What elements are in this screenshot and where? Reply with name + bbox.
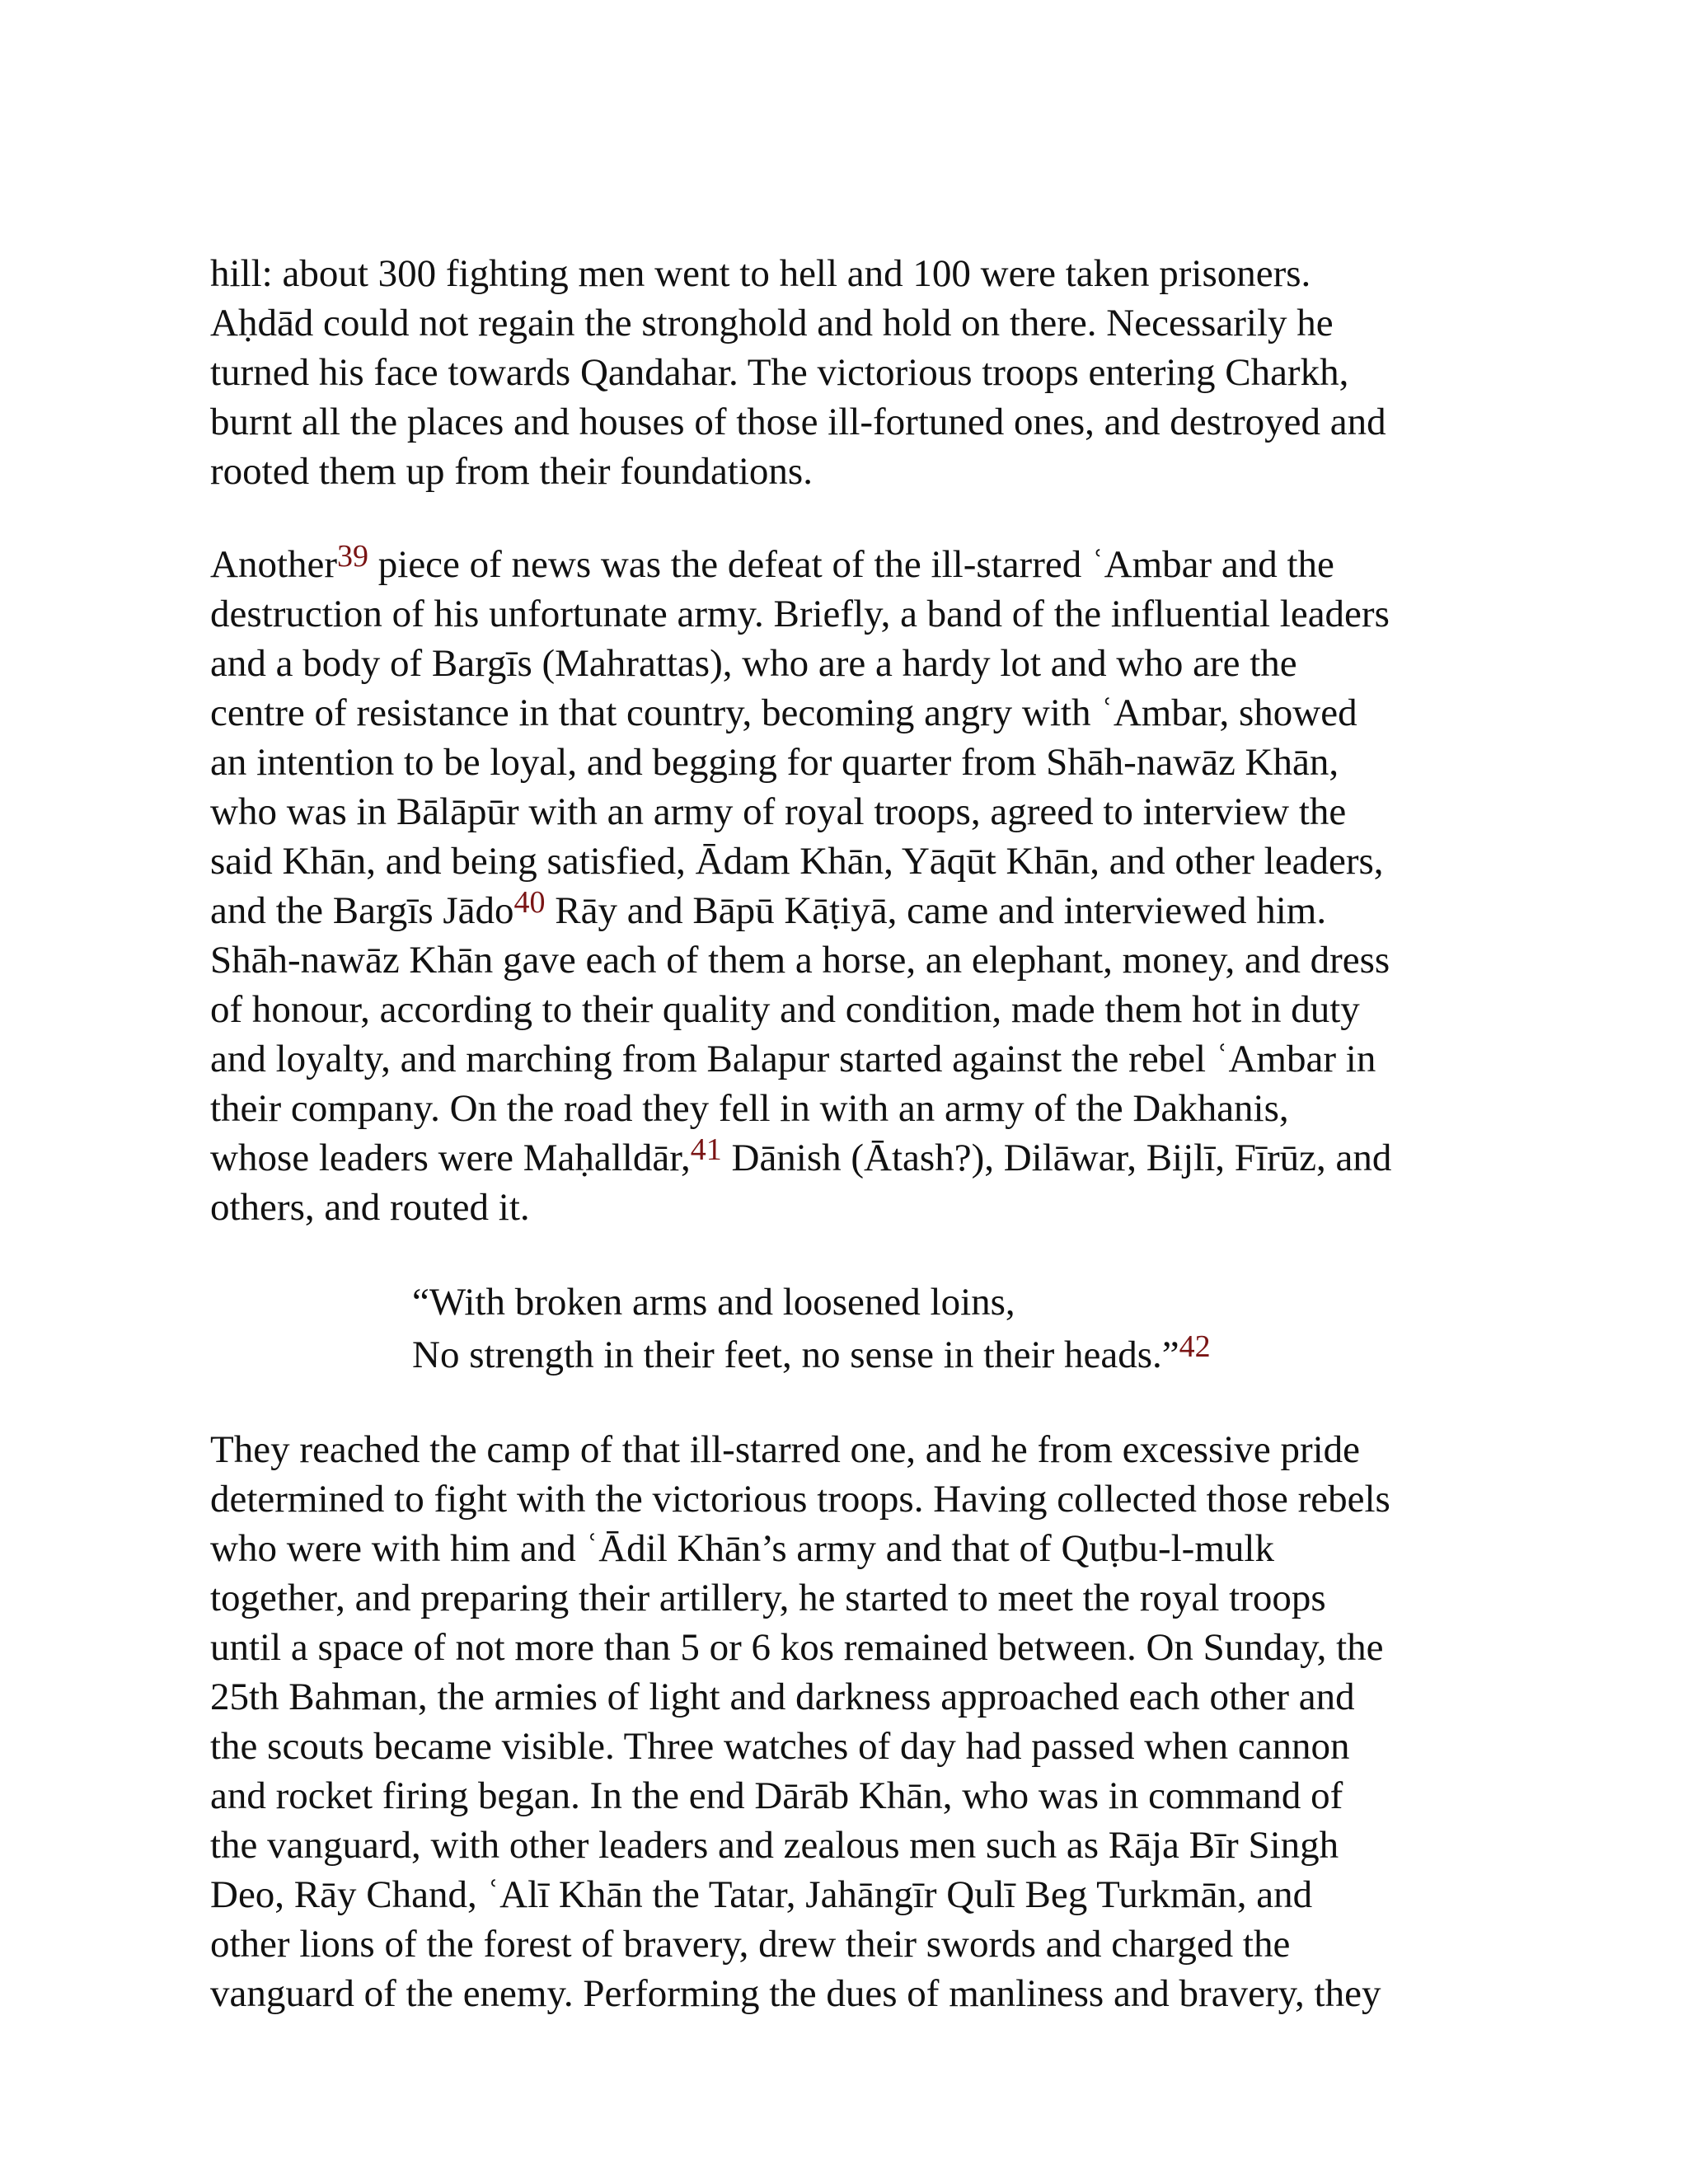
footnote-ref-41[interactable]: 41 [690,1132,722,1167]
text-segment: They reached the camp of that ill-starred one, and he from excessive pride determined to fight with the victorious troops. Having collected those rebels who were with him and ʿĀdil Khān’s army and that of Quṭbu-l-mulk together, and preparing their artillery, he started to meet the royal troops until a space of not more than 5 or 6 kos remained between. On Sunday, the 25th Bahman, the armies of light and darkness approached each other and the scouts became visible. Three watches of day had passed when cannon and rocket firing began. In the end Dārāb Khān, who was in command of the vanguard, with other leaders and zealous men such as Rāja Bīr Singh Deo, Rāy Chand, ʿAlī Khān the Tatar, Jahāngīr Qulī Beg Turkmān, and other lions of the forest of bravery, drew their swords and charged the vanguard of the enemy. Performing the dues of manliness and bravery, they [210,1428,1390,2015]
verse-text: “With broken arms and loosened loins, No strength in their feet, no sense in their heads.” [412,1281,1179,1376]
text-segment: hill: about 300 fighting men went to hell and 100 were taken prisoners. Aḥdād could not regain the stronghold and hold on there. Necessarily he turned his face towards Qandahar. The victorious troops entering Charkh, burnt all the places and houses of those ill-fortuned ones, and destroyed and rooted them up from their foundations. [210,252,1386,493]
verse-quote [412,1276,1496,1381]
footnote-ref-40[interactable]: 40 [513,885,546,920]
text-segment: Another [210,543,338,586]
footnote-ref-39[interactable]: 39 [337,539,369,574]
text-segment: piece of news was the defeat of the ill-starred ʿAmbar and the destruction of his unfortunate army. Briefly, a band of the influential leaders and a body of Bargīs (Mahrattas), who are a hardy lot and who are the centre of resistance in that country, becoming angry with ʿAmbar, showed an intention to be loyal, and begging for quarter from Shāh-nawāz Khān, who was in Bālāpūr with an army of royal troops, agreed to interview the said Khān, and being satisfied, Ādam Khān, Yāqūt Khān, and other leaders, and the Bargīs Jādo [210,543,1390,932]
footnote-ref-42[interactable]: 42 [1179,1329,1211,1364]
text-segment: Rāy and Bāpū Kāṭiyā, came and interviewed him. Shāh-nawāz Khān gave each of them a horse, an elephant, money, and dress of honour, according to their quality and condition, made them hot in duty and loyalty, and marching from Balapur started against the rebel ʿAmbar in their company. On the road they fell in with an army of the Dakhanis, whose leaders were Maḥalldār, [210,889,1390,1179]
text-segment: Dānish (Ātash?), Dilāwar, Bijlī, Fīrūz, and others, and routed it. [210,1137,1392,1229]
paragraph-charkh [210,199,1496,496]
paragraph-ambar-defeat [210,540,1496,1232]
document-page [210,199,1496,2018]
paragraph-battle [210,1425,1496,2018]
